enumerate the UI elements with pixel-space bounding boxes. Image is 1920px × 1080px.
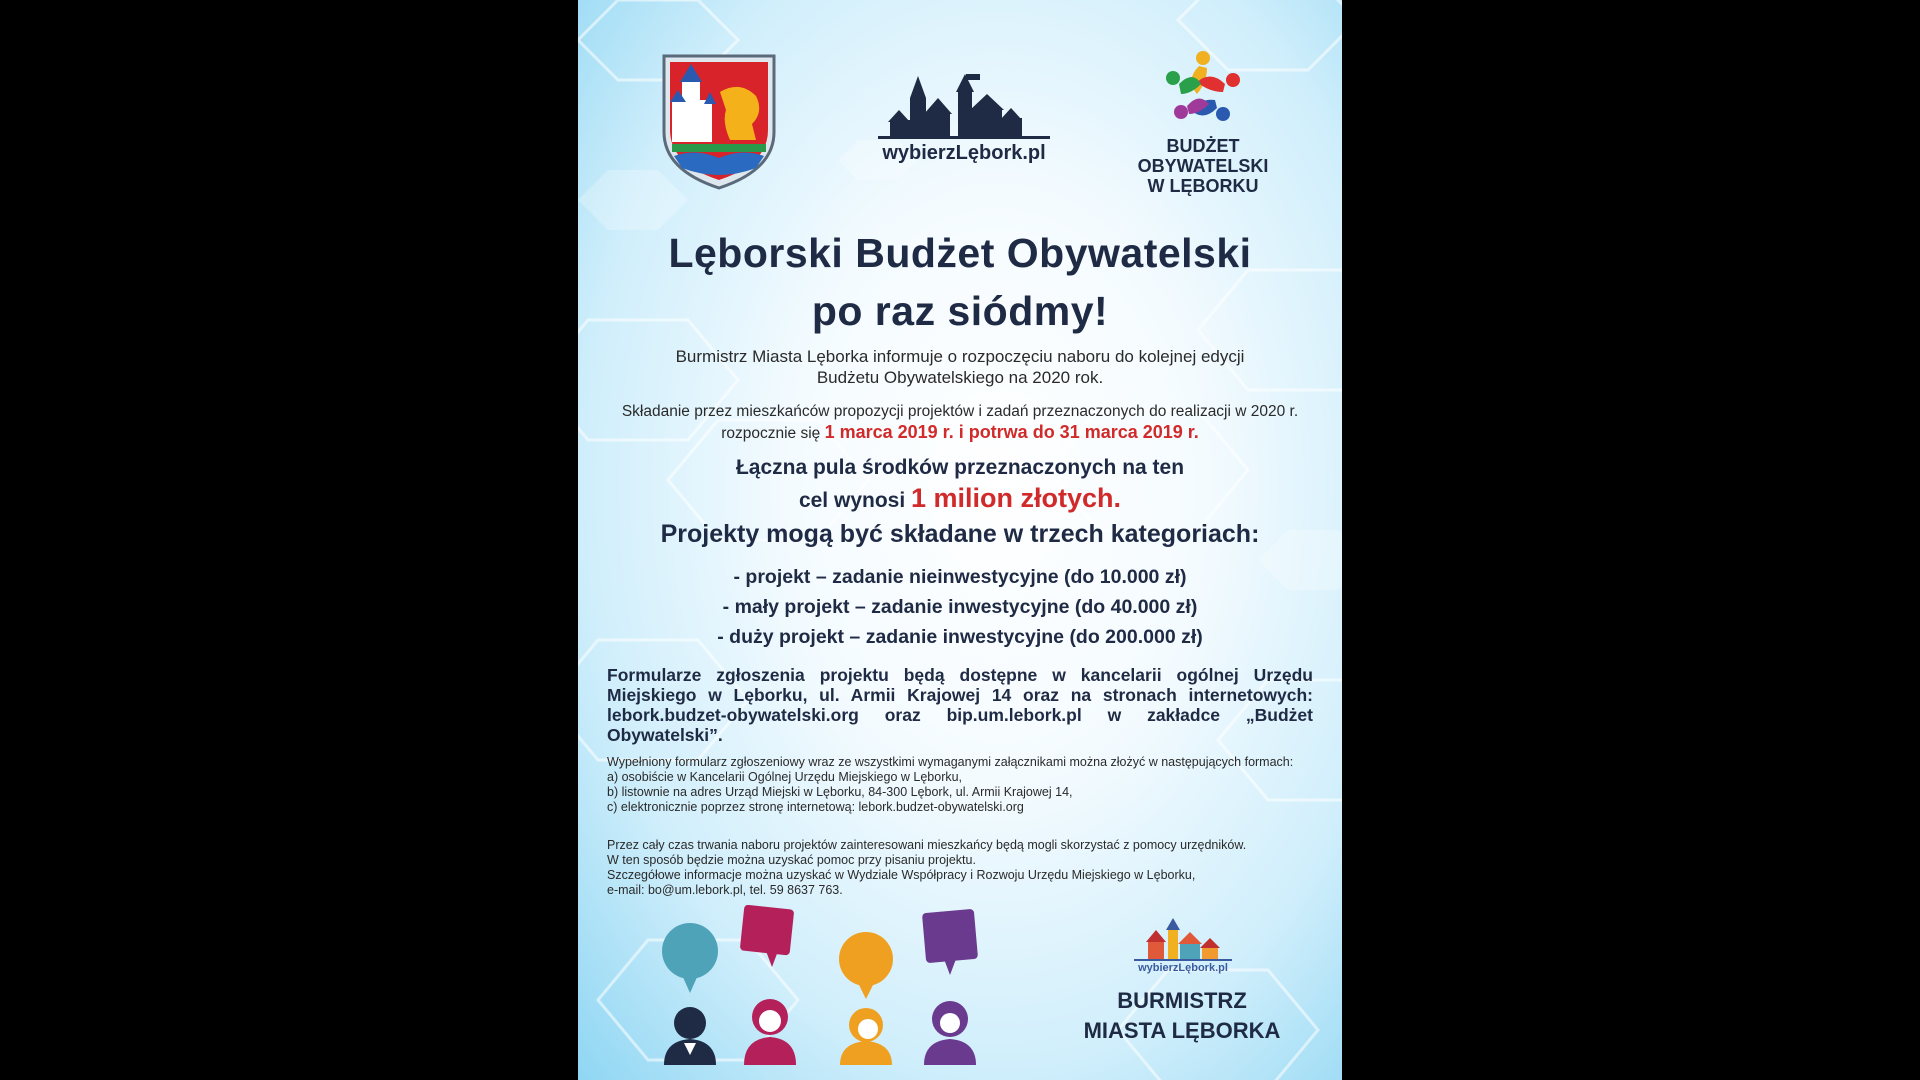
pool-line: Łączna pula środków przeznaczonych na ten: [735, 456, 1185, 479]
pool-amount: 1 milion złotych.: [911, 483, 1122, 513]
submission-line: Składanie przez mieszkańców propozycji projektów i zadań przeznaczonych do realizacji w 2020 r.: [621, 403, 1299, 420]
person-woman-icon: [839, 932, 893, 1065]
intro-line: Budżetu Obywatelskiego na 2020 rok.: [816, 368, 1104, 387]
category-item: - projekt – zadanie nieinwestycyjne (do 10.000 zł): [733, 566, 1187, 588]
help-info-line: e-mail: bo@um.lebork.pl, tel. 59 8637 763.: [607, 883, 843, 897]
categories-list: [578, 562, 1342, 652]
submission-dates-line: [598, 422, 1322, 444]
mayor-line: BURMISTRZ: [1117, 988, 1247, 1013]
mayor-line: MIASTA LĘBORKA: [1083, 1018, 1281, 1043]
intro-paragraph: [638, 346, 1282, 388]
poster-title: [578, 224, 1342, 340]
coat-of-arms-icon: [660, 52, 778, 190]
title-line: Lęborski Budżet Obywatelski: [668, 230, 1252, 276]
submission-prefix: rozpocznie się: [721, 425, 825, 442]
people-illustration: [638, 905, 998, 1065]
pool-amount-line: [618, 483, 1302, 516]
submit-info-line: b) listownie na adres Urząd Miejski w Lęborku, 84-300 Lębork, ul. Armii Krajowej 14,: [607, 785, 1073, 799]
intro-line: Burmistrz Miasta Lęborka informuje o rozpoczęciu naboru do kolejnej edycji: [675, 347, 1245, 366]
pool-paragraph: [618, 452, 1302, 516]
pool-prefix: cel wynosi: [798, 489, 911, 512]
submit-info-line: Wypełniony formularz zgłoszeniowy wraz ze wszystkimi wymaganymi załącznikami można złożyć w następujących formach:: [607, 755, 1294, 769]
footer-city-logo: [1128, 918, 1238, 978]
budzet-obywatelski-logo: [1118, 44, 1288, 204]
person-girl-icon: [922, 909, 978, 1065]
mayor-signature: [1068, 986, 1296, 1046]
category-item: - mały projekt – zadanie inwestycyjne (do 40.000 zł): [722, 596, 1198, 618]
category-item: - duży projekt – zadanie inwestycyjne (do 200.000 zł): [717, 626, 1203, 648]
person-man-icon: [662, 923, 718, 1065]
submit-info-line: c) elektronicznie poprzez stronę internetową: lebork.budzet-obywatelski.org: [607, 800, 1024, 814]
footer-site-caption: wybierzLębork.pl: [1138, 962, 1228, 974]
help-info: [607, 838, 1313, 898]
bo-caption-line: BUDŻET: [1166, 136, 1240, 156]
city-site-caption: wybierzLębork.pl: [882, 142, 1046, 164]
person-woman-glasses-icon: [740, 905, 796, 1065]
help-info-line: Szczegółowe informacje można uzyskać w Wydziale Współpracy i Rozwoju Urzędu Miejskiego w Lęborku,: [607, 868, 1196, 882]
wybierz-lebork-logo: [874, 68, 1054, 168]
coat-of-arms-logo: [660, 52, 778, 190]
submission-paragraph: [598, 402, 1322, 444]
title-line: po raz siódmy!: [811, 288, 1109, 334]
people-circle-icon: [1118, 44, 1288, 132]
submit-info: [607, 755, 1313, 815]
bo-caption-line: W LĘBORKU: [1147, 176, 1259, 196]
help-info-line: W ten sposób będzie można uzyskać pomoc przy pisaniu projektu.: [607, 853, 976, 867]
poster: [578, 0, 1342, 1080]
submit-info-line: a) osobiście w Kancelarii Ogólnej Urzędu Miejskiego w Lęborku,: [607, 770, 963, 784]
colorful-town-icon: [1128, 918, 1238, 962]
submission-dates: 1 marca 2019 r. i potrwa do 31 marca 2019 r.: [824, 422, 1199, 442]
categories-heading: Projekty mogą być składane w trzech kategoriach:: [660, 520, 1260, 548]
bo-caption-line: OBYWATELSKI: [1137, 156, 1269, 176]
town-silhouette-icon: [874, 68, 1054, 140]
help-info-line: Przez cały czas trwania naboru projektów zainteresowani mieszkańcy będą mogli skorzystać z pomocy urzędników.: [607, 838, 1247, 852]
bo-logo-caption: [1118, 136, 1288, 196]
forms-paragraph: Formularze zgłoszenia projektu będą dostępne w kancelarii ogólnej Urzędu Miejskiego w Lęborku, ul. Armii Krajowej 14 oraz na stronach internetowych: lebork.budzet-obywatelski.org oraz bip.um.lebork.pl w zakładce „Budżet Obywatelski”.: [607, 665, 1313, 745]
